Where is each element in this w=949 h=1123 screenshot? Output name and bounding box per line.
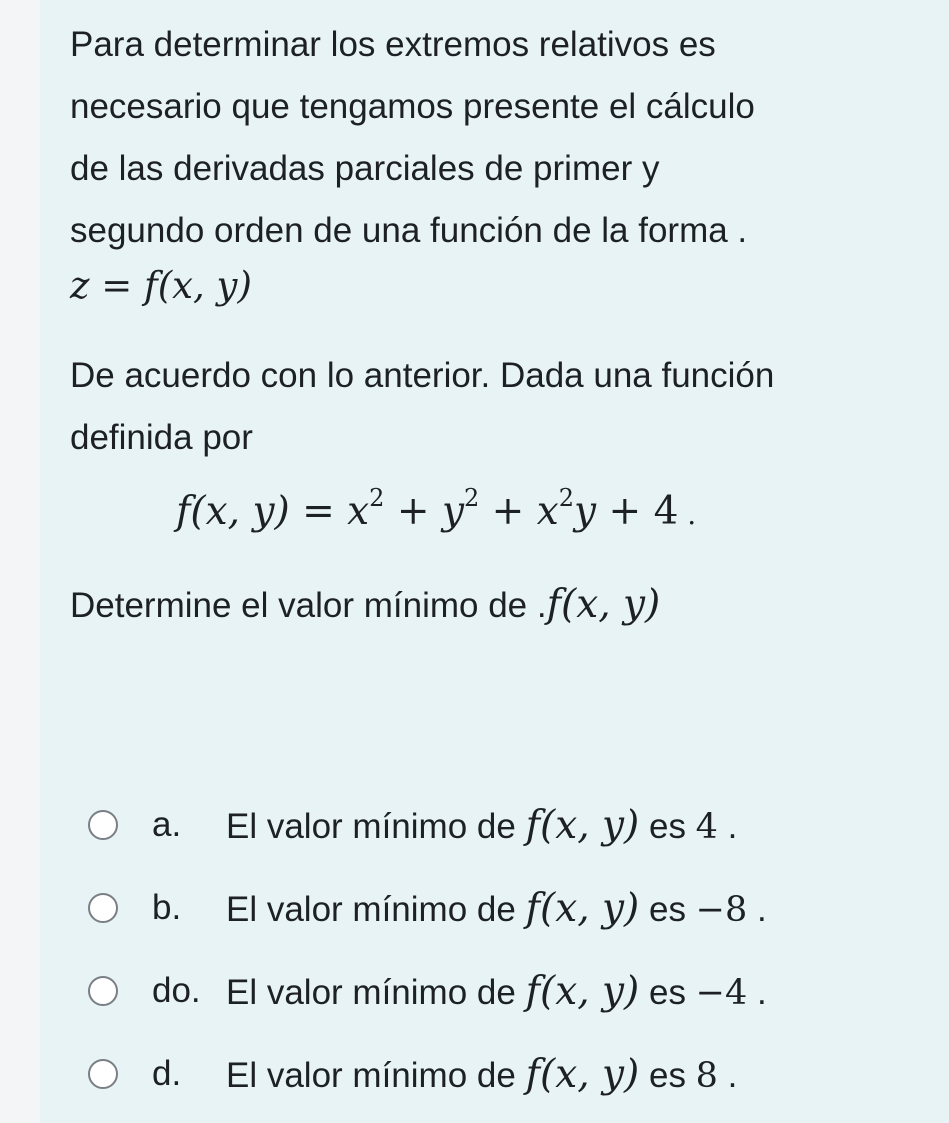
option-letter: do.: [152, 971, 201, 1010]
option-b[interactable]: [88, 873, 908, 943]
option-letter: a.: [152, 805, 182, 844]
intro-line: segundo orden de una función de la forma .: [70, 211, 748, 250]
form-equation: z = f(x, y): [70, 264, 252, 307]
function-equation: f(x, $y) = x^2 + y^2 + x^2y + 4$ .: [176, 484, 697, 534]
question-intro: [70, 14, 910, 262]
intro-line: Para determinar los extremos relativos es: [70, 25, 716, 64]
option-a[interactable]: [88, 790, 908, 860]
option-letter: d.: [152, 1054, 182, 1093]
question-context: [70, 345, 910, 469]
intro-line: necesario que tengamos presente el cálculo: [70, 87, 755, 126]
radio-button[interactable]: [88, 810, 118, 840]
option-label: El valor mínimo de f(x, y) es 4 .: [226, 802, 738, 848]
context-line: De acuerdo con lo anterior. Dada una función: [70, 356, 775, 395]
option-label: El valor mínimo de f(x, y) es −4 .: [226, 968, 767, 1014]
option-d[interactable]: [88, 1039, 908, 1109]
option-letter: b.: [152, 888, 182, 927]
radio-button[interactable]: [88, 1059, 118, 1089]
intro-line: de las derivadas parciales de primer y: [70, 149, 660, 188]
radio-button[interactable]: [88, 976, 118, 1006]
option-c[interactable]: [88, 956, 908, 1026]
context-line: definida por: [70, 418, 253, 457]
radio-button[interactable]: [88, 893, 118, 923]
option-label: El valor mínimo de f(x, y) es −8 .: [226, 885, 767, 931]
option-label: El valor mínimo de f(x, y) es 8 .: [226, 1051, 738, 1097]
question-prompt: Determine el valor mínimo de .f(x, y): [70, 582, 661, 627]
